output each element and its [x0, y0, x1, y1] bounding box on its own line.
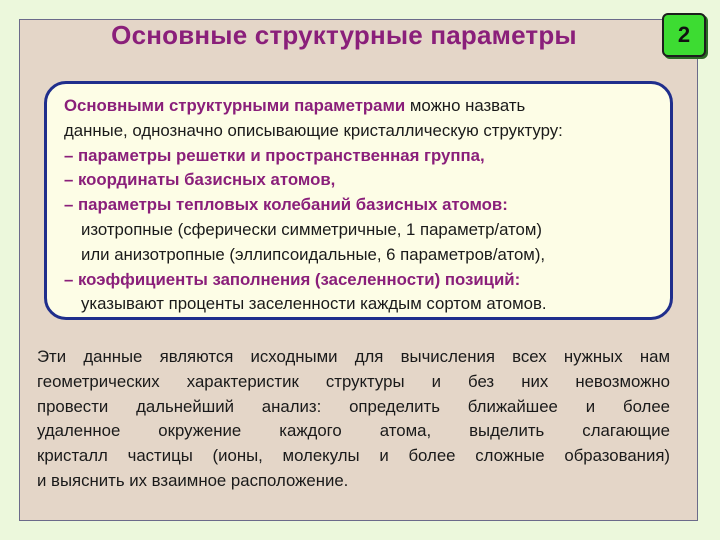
paragraph-line: геометрических характеристик структуры и без них невозможно [37, 371, 670, 391]
list-item-detail-text: изотропные (сферически симметричные, 1 параметр/атом) [81, 219, 543, 239]
list-item-label: – параметры решетки и пространственная группа, [64, 145, 485, 165]
slide-title: Основные структурные параметры [111, 20, 577, 50]
list-item-occupancy [64, 268, 658, 293]
explanation-paragraph [37, 345, 670, 494]
paragraph-line: и выяснить их взаимное расположение. [37, 470, 349, 490]
paragraph-line: Эти данные являются исходными для вычисления всех нужных нам [37, 347, 670, 366]
list-item-detail-text: или анизотропные (эллипсоидальные, 6 параметров/атом), [81, 244, 546, 264]
paragraph-line: провести дальнейший анализ: определить ближайшее и более [37, 396, 670, 416]
list-item-label: – параметры тепловых колебаний базисных атомов: [64, 195, 508, 215]
list-item-atom-coordinates [64, 168, 658, 193]
definition-text: можно назвать [405, 96, 526, 115]
definition-box [44, 81, 673, 320]
definition-line [64, 119, 658, 144]
paragraph-line: кристалл частицы (ионы, молекулы и более сложные образования) [37, 446, 670, 466]
list-item-detail [64, 292, 658, 317]
definition-text: данные, однозначно описывающие кристаллическую структуру: [64, 120, 563, 140]
slide-number: 2 [677, 22, 691, 47]
list-item-lattice-parameters [64, 144, 658, 169]
paragraph-line: удаленное окружение каждого атома, выделить слагающие [37, 421, 670, 441]
list-item-label: – коэффициенты заполнения (заселенности) позиций: [64, 269, 521, 289]
slide-number-badge [662, 13, 706, 57]
definition-term: Основными структурными параметрами [64, 96, 406, 115]
list-item-detail [64, 243, 658, 268]
list-item-detail [64, 218, 658, 243]
definition-line [64, 94, 658, 119]
list-item-label: – координаты базисных атомов, [64, 170, 336, 190]
list-item-thermal-parameters [64, 193, 658, 218]
list-item-detail-text: указывают проценты заселенности каждым сортом атомов. [81, 294, 547, 314]
